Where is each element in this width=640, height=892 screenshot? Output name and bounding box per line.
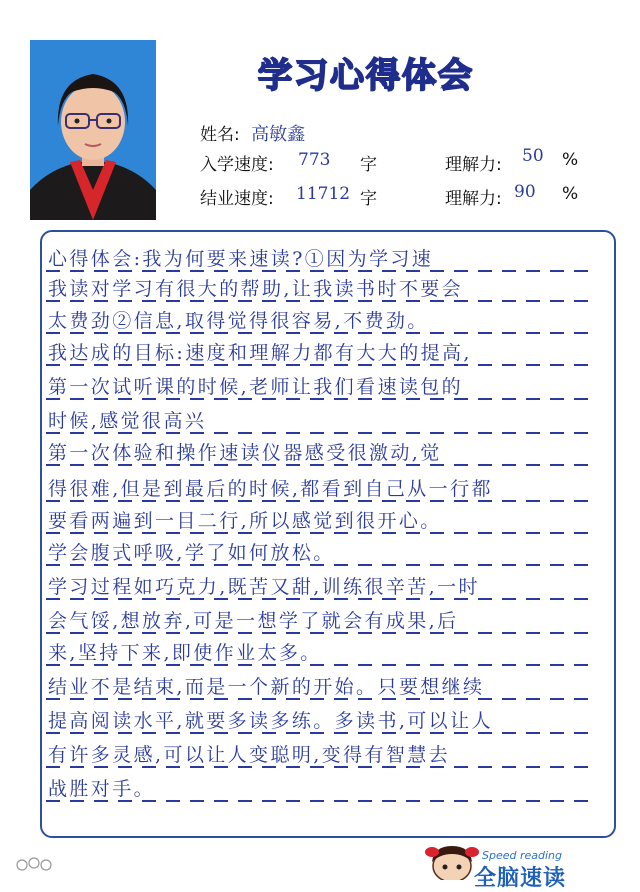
entry-speed-value: 773: [298, 150, 331, 170]
footprint-icon: [14, 856, 54, 878]
graduation-speed-unit: 字: [360, 189, 377, 209]
essay-line: 会气馁,想放弃,可是一想学了就会有成果,后: [48, 610, 459, 632]
entry-percent-sign: %: [562, 150, 579, 170]
graduation-speed-label: 结业速度:: [200, 189, 274, 209]
essay-line: 时候,感觉很高兴: [48, 410, 207, 432]
student-photo: [30, 40, 156, 220]
essay-line: 得很难,但是到最后的时候,都看到自己从一行都: [48, 478, 493, 500]
name-row: [200, 120, 305, 146]
essay-line: 心得体会:我为何要来速读?①因为学习速: [48, 248, 434, 270]
name-label: 姓名:: [200, 125, 240, 145]
page-title: 学习心得体会: [258, 56, 474, 96]
entry-speed-label: 入学速度:: [200, 155, 274, 175]
brand-tagline: Speed reading: [482, 849, 563, 862]
essay-line: 学会腹式呼吸,学了如何放松。: [48, 542, 335, 564]
name-value: 高敏鑫: [251, 124, 306, 145]
essay-line: 太费劲②信息,取得觉得很容易,不费劲。: [48, 310, 429, 332]
brand-name: 全脑速读: [474, 866, 567, 891]
student-portrait-image: [30, 40, 156, 220]
entry-comprehension-label: 理解力:: [445, 155, 502, 175]
essay-line: 提高阅读水平,就要多读多练。多读书,可以让人: [48, 710, 493, 732]
essay-line: 要看两遍到一目二行,所以感觉到很开心。: [48, 510, 442, 532]
graduation-comprehension-label: 理解力:: [445, 189, 502, 209]
graduation-percent-sign: %: [562, 184, 579, 204]
essay-line: 第一次体验和操作速读仪器感受很激动,觉: [48, 442, 442, 464]
essay-line: 我读对学习有很大的帮助,让我读书时不要会: [48, 278, 464, 300]
mascot-logo: [424, 842, 480, 880]
essay-line: 第一次试听课的时候,老师让我们看速读包的: [48, 376, 464, 398]
essay-line: 来,坚持下来,即使作业太多。: [48, 642, 322, 664]
entry-speed-unit: 字: [360, 155, 377, 175]
essay-line: 学习过程如巧克力,既苦又甜,训练很辛苦,一时: [48, 576, 480, 598]
entry-comprehension-value: 50: [522, 146, 544, 166]
graduation-speed-value: 11712: [296, 184, 351, 204]
essay-line: 战胜对手。: [48, 778, 156, 800]
graduation-comprehension-value: 90: [514, 182, 536, 202]
essay-line: 结业不是结束,而是一个新的开始。只要想继续: [48, 676, 485, 698]
essay-line: 有许多灵感,可以让人变聪明,变得有智慧去: [48, 744, 451, 766]
essay-line: 我达成的目标:速度和理解力都有大大的提高,: [48, 342, 472, 364]
